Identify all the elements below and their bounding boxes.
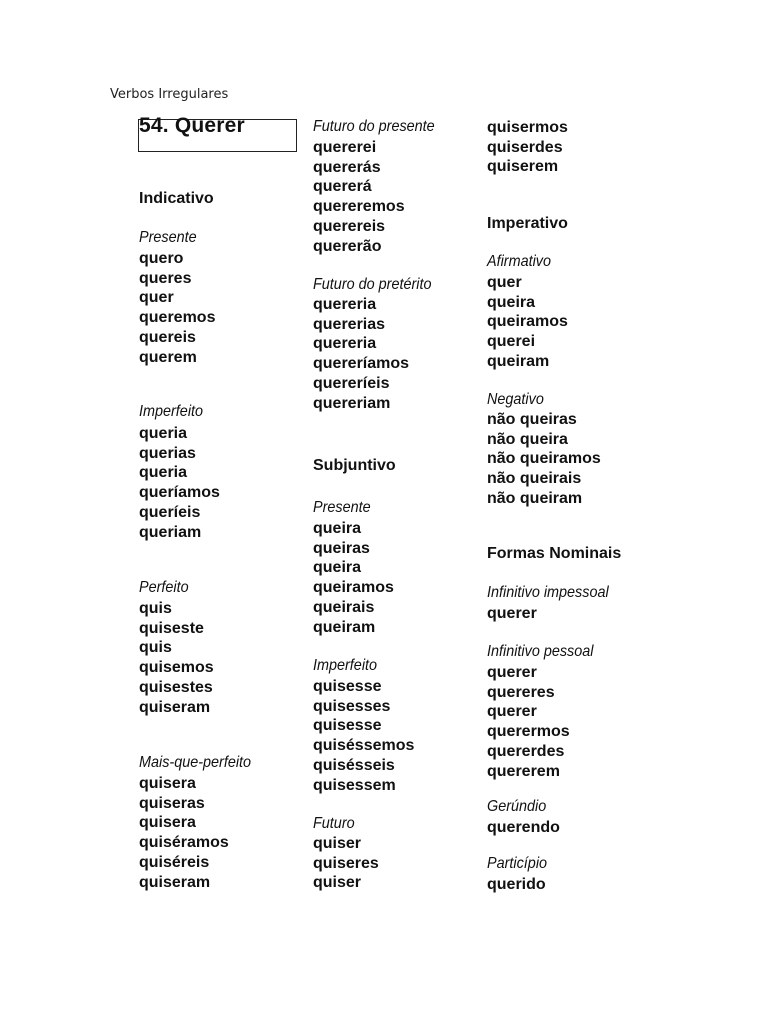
conjugation-form: quis [139,600,172,617]
forms-subj-presente [313,519,394,637]
conjugation-form: quererem [487,762,560,780]
conjugation-form: quererás [313,158,381,176]
conjugation-form: não queiras [487,411,577,428]
conjugation-form: quiséreis [139,853,210,871]
forms-ind-mais-que-perfeito [139,774,229,892]
conjugation-form: queríeis [139,503,201,521]
forms-ind-perfeito [139,599,214,717]
forms-ind-imperfeito [139,424,220,542]
conjugation-form: querendo [487,819,560,836]
conjugation-form: quiséramos [139,834,229,852]
conjugation-form: quereis [139,328,196,346]
conjugation-form: queiram [487,352,550,370]
conjugation-form: querem [139,348,197,366]
conjugation-form: querer [487,703,537,721]
conjugation-form: quererias [313,315,386,333]
conjugation-form: quereremos [313,198,405,216]
forms-subj-imperfeito [313,677,414,795]
conjugation-form: quereríeis [313,374,390,392]
conjugation-form: queres [139,269,192,287]
conjugation-form: queiramos [487,313,568,331]
forms-futuro-presente [313,138,405,256]
conjugation-form: quiseram [139,873,211,891]
conjugation-form: quer [487,274,522,291]
forms-subj-futuro-cont [487,118,568,177]
forms-ind-presente [139,249,215,367]
conjugation-form: quereres [487,683,555,701]
conjugation-form: quiséssemos [313,737,415,755]
conjugation-form: quisera [139,814,196,832]
conjugation-form: queríamos [139,484,220,502]
conjugation-form: queira [487,293,536,311]
heading-indicativo: Indicativo [139,190,214,207]
forms-negativo [487,410,601,509]
conjugation-form: quisestes [139,678,213,696]
conjugation-form: não queira [487,430,568,448]
conjugation-form: quisessem [313,776,396,794]
label-afirmativo: Afirmativo [487,253,552,270]
conjugation-form: quero [139,250,184,267]
conjugation-form: querias [139,444,196,462]
label-ind-mais-que-perfeito: Mais-que-perfeito [139,754,252,771]
label-futuro-preterito: Futuro do pretérito [313,276,432,293]
conjugation-form: queria [139,425,188,442]
conjugation-form: quisésseis [313,756,395,774]
forms-gerundio [487,818,560,838]
conjugation-form: quiserdes [487,138,563,156]
conjugation-form: quisesse [313,678,382,695]
conjugation-form: queiramos [313,579,394,597]
conjugation-form: querer [487,605,537,622]
conjugation-form: querido [487,876,546,893]
forms-infinitivo-impessoal [487,604,537,624]
label-ind-perfeito: Perfeito [139,579,189,596]
conjugation-form: quiseram [139,698,211,716]
label-subj-futuro: Futuro [313,815,355,832]
conjugation-form: quererá [313,178,372,196]
conjugation-form: quereria [313,335,377,353]
conjugation-form: quiseres [313,854,379,872]
forms-afirmativo [487,273,568,372]
label-infinitivo-pessoal: Infinitivo pessoal [487,643,594,660]
label-negativo: Negativo [487,391,544,408]
conjugation-form: quiser [313,835,362,852]
heading-formas-nominais: Formas Nominais [487,545,622,562]
conjugation-form: quiseras [139,794,205,812]
conjugation-form: queremos [139,309,216,327]
conjugation-form: quisesse [313,717,382,735]
heading-subjuntivo: Subjuntivo [313,457,396,474]
forms-futuro-preterito [313,295,409,413]
conjugation-form: quererdes [487,742,565,760]
conjugation-form: querermos [487,723,570,741]
conjugation-form: quisesses [313,697,391,715]
conjugation-form: quisemos [139,659,214,677]
conjugation-form: quererão [313,237,382,255]
conjugation-form: não queirais [487,470,582,488]
conjugation-form: não queiram [487,489,583,507]
label-futuro-presente: Futuro do presente [313,118,435,135]
conjugation-form: queriam [139,523,202,541]
forms-infinitivo-pessoal [487,663,570,781]
label-ind-presente: Presente [139,229,197,246]
conjugation-form: quisera [139,775,196,792]
conjugation-form: não queiramos [487,450,601,468]
label-participio: Particípio [487,855,548,872]
conjugation-form: quiseste [139,619,204,637]
conjugation-form: quereriam [313,394,391,412]
conjugation-form: quer [139,289,174,307]
label-infinitivo-impessoal: Infinitivo impessoal [487,584,609,601]
conjugation-form: querei [487,333,536,351]
conjugation-form: quererei [313,139,377,156]
conjugation-form: quereríamos [313,355,410,373]
label-gerundio: Gerúndio [487,798,547,815]
label-subj-imperfeito: Imperfeito [313,657,378,674]
conjugation-form: quiserem [487,158,559,176]
forms-subj-futuro [313,834,379,893]
conjugation-form: queiram [313,618,376,636]
conjugation-form: quis [139,639,172,657]
document-header: Verbos Irregulares [110,87,229,102]
forms-participio [487,875,546,895]
conjugation-form: queiras [313,539,370,557]
label-ind-imperfeito: Imperfeito [139,403,204,420]
label-subj-presente: Presente [313,499,371,516]
conjugation-form: quereria [313,296,377,313]
heading-imperativo: Imperativo [487,215,568,232]
verb-title: 54. Querer [139,114,245,137]
conjugation-form: quisermos [487,119,568,136]
conjugation-form: queria [139,464,188,482]
conjugation-form: queira [313,559,362,577]
conjugation-form: quiser [313,874,362,892]
conjugation-form: querer [487,664,537,681]
conjugation-form: queirais [313,598,375,616]
conjugation-form: queira [313,520,362,537]
conjugation-form: querereis [313,217,386,235]
